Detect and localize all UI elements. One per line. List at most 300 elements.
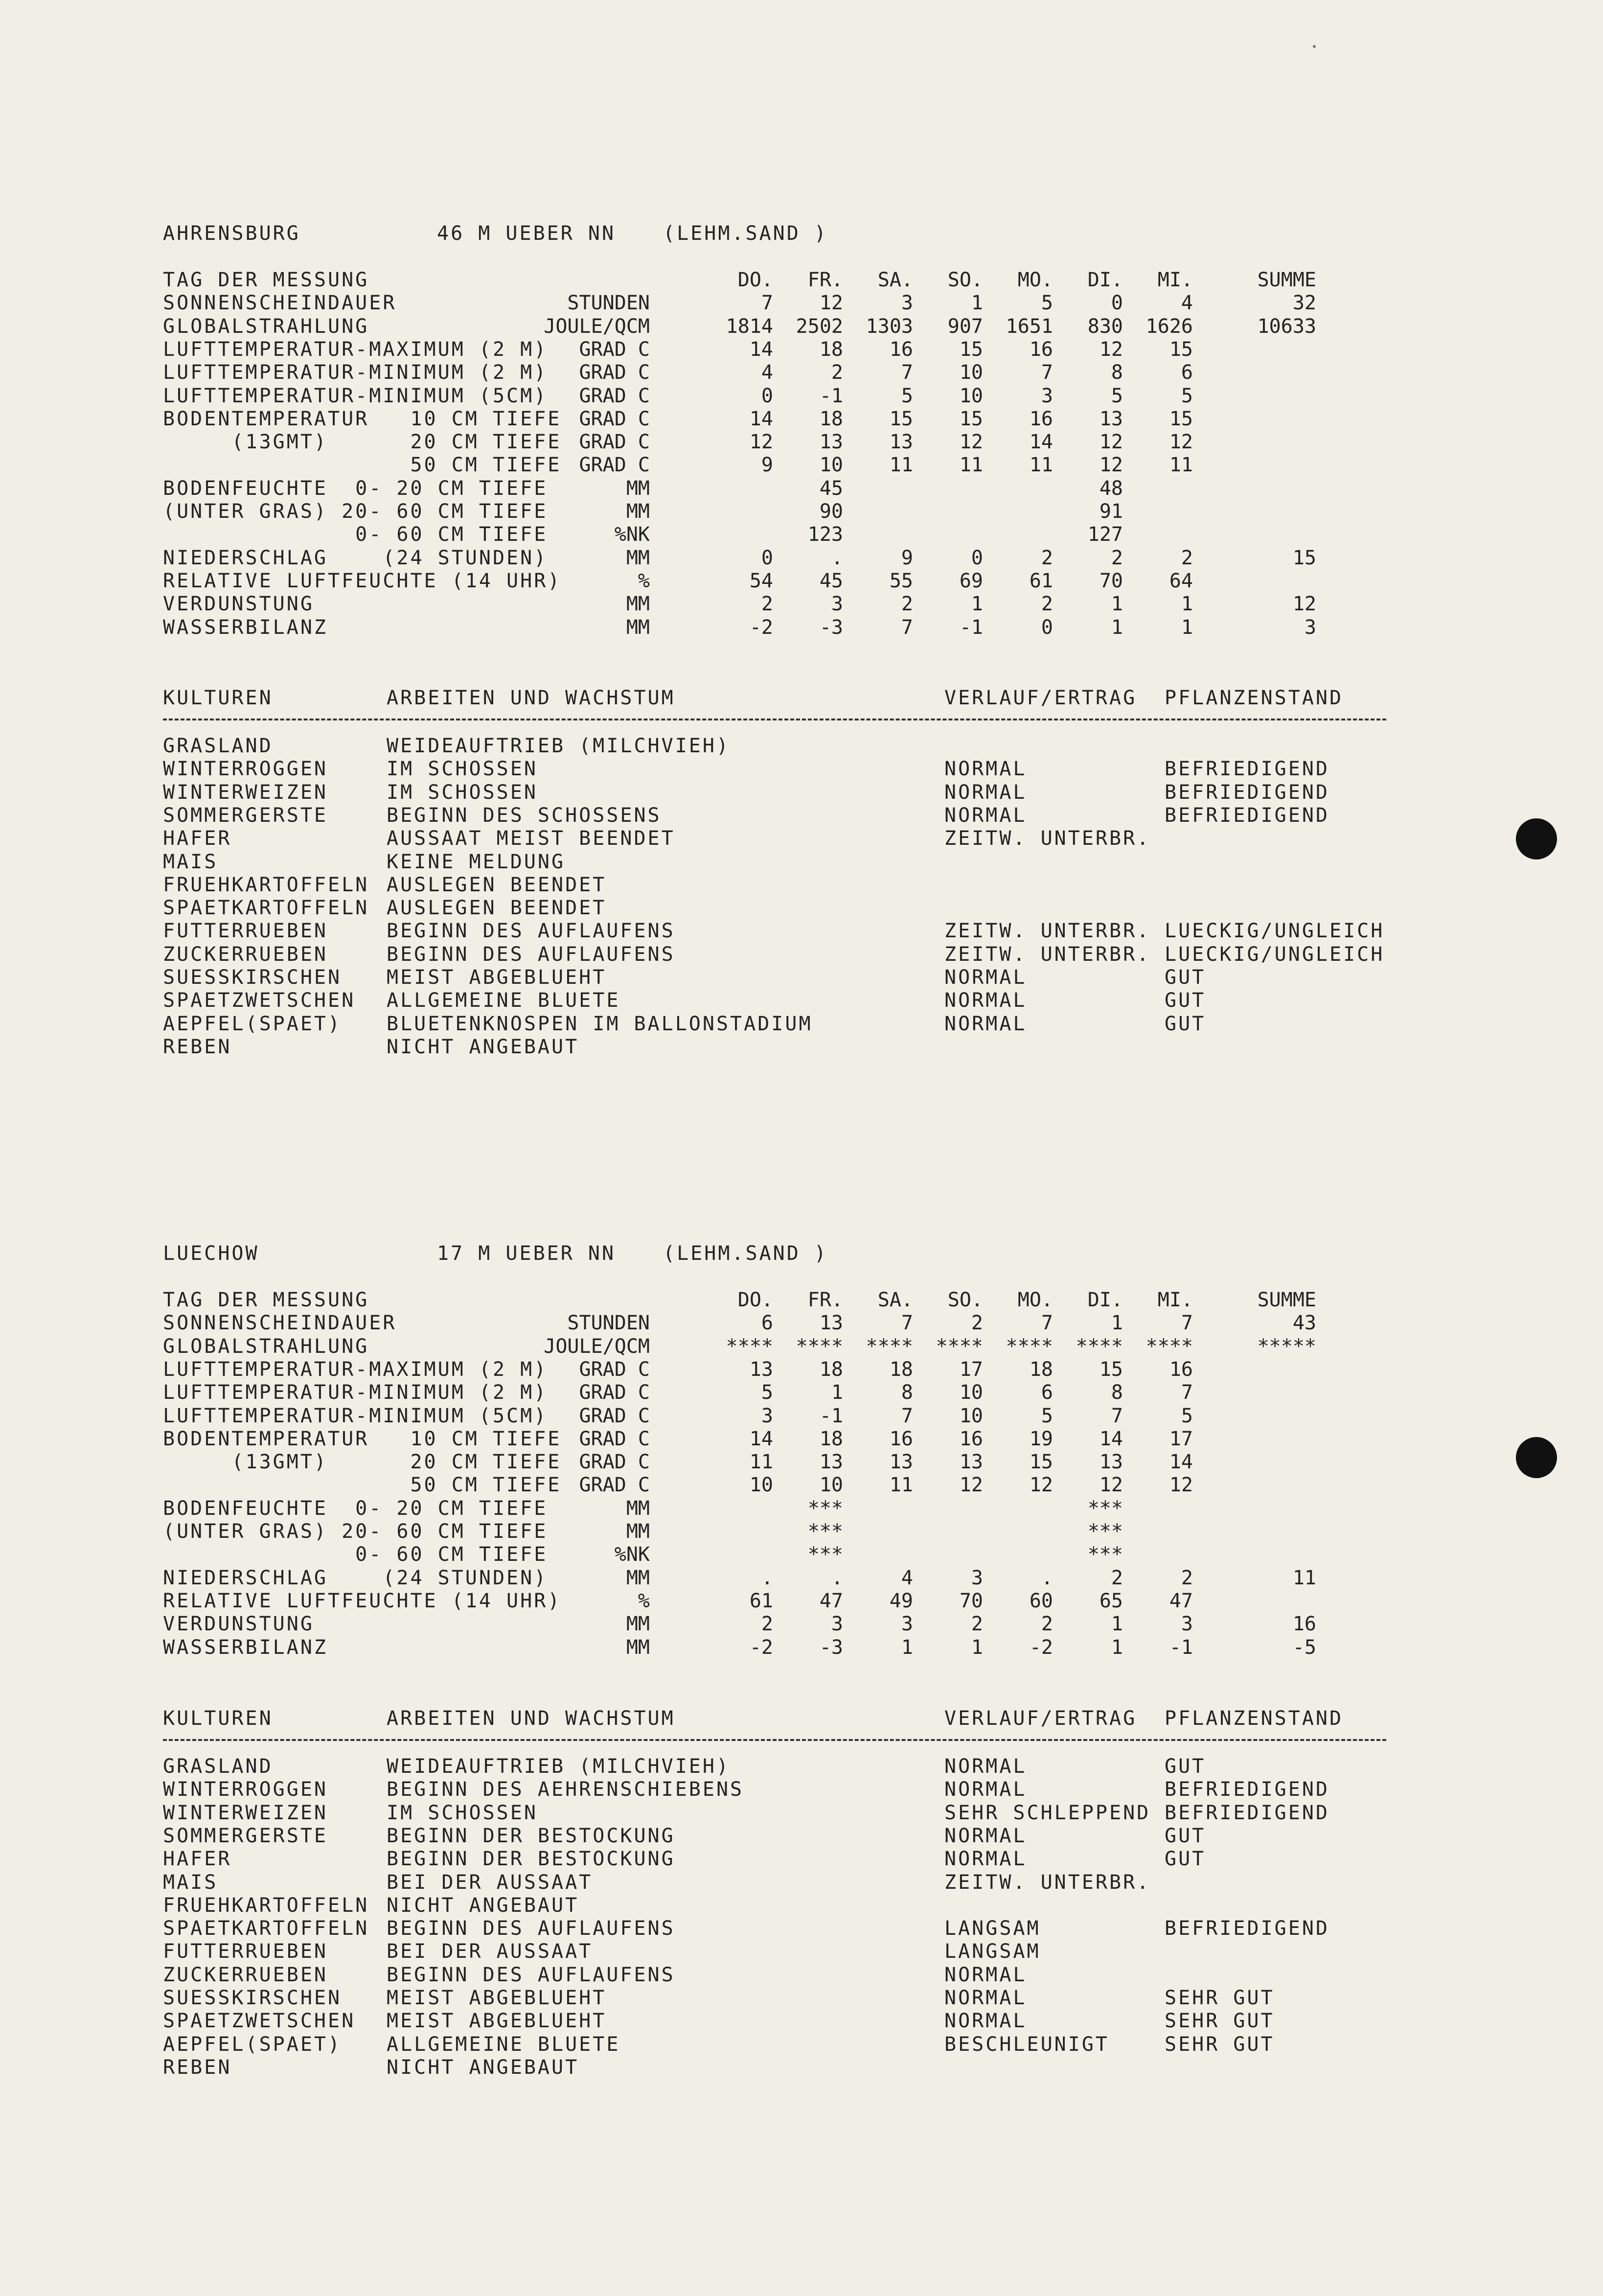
table-cell: 0: [971, 546, 983, 569]
table-cell: 16: [959, 1427, 983, 1450]
row-unit: %NK: [614, 1543, 650, 1566]
row-label: GLOBALSTRAHLUNG: [163, 1335, 369, 1358]
table-cell: 17: [1169, 1427, 1193, 1450]
table-cell: 45: [819, 477, 843, 500]
crop-state: BEFRIEDIGEND: [1165, 1778, 1329, 1801]
row-unit: JOULE/QCM: [544, 315, 650, 338]
row-unit: MM: [626, 593, 650, 616]
row-unit: JOULE/QCM: [544, 1335, 650, 1358]
crop-name: SPAETKARTOFFELN: [163, 897, 369, 920]
crop-progress: NORMAL: [944, 989, 1027, 1012]
crop-progress: NORMAL: [944, 1778, 1027, 1801]
crop-progress: NORMAL: [944, 1824, 1027, 1847]
table-cell: ****: [726, 1335, 773, 1358]
table-cell: 14: [749, 1427, 773, 1450]
table-cell: 18: [819, 407, 843, 430]
table-cell: 13: [819, 1451, 843, 1474]
table-cell: 3: [901, 292, 913, 315]
table-cell: 14: [1169, 1451, 1193, 1474]
crop-progress: NORMAL: [944, 781, 1027, 804]
table-cell: 1: [1111, 1312, 1123, 1335]
row-label: WASSERBILANZ: [163, 616, 328, 639]
table-cell: .: [1041, 1566, 1053, 1589]
row-label: LUFTTEMPERATUR-MINIMUM (2 M): [163, 1381, 548, 1404]
table-cell: 13: [749, 1358, 773, 1381]
table-cell: 11: [889, 1474, 913, 1497]
crops-header-work: ARBEITEN UND WACHSTUM: [387, 1707, 675, 1730]
table-cell: ***: [807, 1497, 843, 1520]
table-cell: 60: [1029, 1589, 1053, 1612]
table-cell: 13: [1099, 1451, 1123, 1474]
table-cell: -1: [959, 616, 983, 639]
table-cell: 10: [749, 1474, 773, 1497]
table-cell: 18: [819, 1427, 843, 1450]
crops-header-state: PFLANZENSTAND: [1165, 687, 1344, 709]
row-sum: 12: [1292, 593, 1316, 616]
crop-name: FUTTERRUEBEN: [163, 920, 328, 943]
table-cell: 3: [831, 1613, 843, 1636]
table-cell: 7: [1181, 1312, 1193, 1335]
row-label: VERDUNSTUNG: [163, 1613, 314, 1636]
table-cell: 14: [749, 407, 773, 430]
weekday-header: FR.: [807, 1289, 843, 1311]
table-cell: 2: [901, 593, 913, 616]
station-name: AHRENSBURG: [163, 222, 300, 245]
table-cell: -1: [819, 1404, 843, 1427]
crop-progress: ZEITW. UNTERBR.: [944, 943, 1151, 966]
table-cell: ****: [1076, 1335, 1123, 1358]
row-label: 0- 60 CM TIEFE: [163, 1543, 548, 1566]
table-cell: 10: [959, 1404, 983, 1427]
table-cell: -2: [1029, 1636, 1053, 1659]
crops-header-progress: VERLAUF/ERTRAG: [944, 1707, 1137, 1730]
row-sum: 3: [1304, 616, 1316, 639]
row-label: LUFTTEMPERATUR-MAXIMUM (2 M): [163, 338, 548, 361]
crop-progress: SEHR SCHLEPPEND: [944, 1801, 1151, 1824]
table-cell: 5: [1181, 1404, 1193, 1427]
table-cell: 64: [1169, 569, 1193, 592]
table-cell: 7: [761, 292, 773, 315]
table-cell: 0: [1041, 616, 1053, 639]
table-cell: -3: [819, 1636, 843, 1659]
crop-progress: NORMAL: [944, 966, 1027, 989]
table-cell: 48: [1099, 477, 1123, 500]
row-unit: GRAD C: [579, 1427, 650, 1450]
row-unit: STUNDEN: [567, 1312, 650, 1335]
table-cell: 127: [1087, 523, 1123, 546]
table-cell: 3: [831, 593, 843, 616]
table-cell: 2: [1181, 1566, 1193, 1589]
weekday-header: DO.: [737, 269, 773, 291]
table-cell: 15: [1099, 1358, 1123, 1381]
crops-header-crop: KULTUREN: [163, 687, 273, 709]
table-cell: 65: [1099, 1589, 1123, 1612]
table-cell: 0: [761, 384, 773, 407]
table-cell: 8: [1111, 1381, 1123, 1404]
crop-work: MEIST ABGEBLUEHT: [387, 2010, 607, 2033]
row-label: NIEDERSCHLAG (24 STUNDEN): [163, 1566, 548, 1589]
crop-name: SPAETKARTOFFELN: [163, 1917, 369, 1940]
table-cell: 61: [1029, 569, 1053, 592]
row-label: (UNTER GRAS) 20- 60 CM TIEFE: [163, 1520, 548, 1543]
row-unit: %: [638, 1589, 650, 1612]
crop-progress: ZEITW. UNTERBR.: [944, 920, 1151, 943]
row-label: 50 CM TIEFE: [163, 454, 562, 477]
crop-state: GUT: [1165, 989, 1206, 1012]
crop-state: SEHR GUT: [1165, 2010, 1275, 2033]
crop-progress: BESCHLEUNIGT: [944, 2033, 1109, 2056]
table-cell: 5: [761, 1381, 773, 1404]
table-cell: 12: [1099, 338, 1123, 361]
crop-name: WINTERROGGEN: [163, 758, 328, 781]
crop-state: BEFRIEDIGEND: [1165, 1801, 1329, 1824]
table-cell: 3: [1041, 384, 1053, 407]
row-label: LUFTTEMPERATUR-MINIMUM (5CM): [163, 384, 548, 407]
table-cell: ****: [796, 1335, 843, 1358]
table-cell: 3: [1181, 1613, 1193, 1636]
table-cell: 18: [819, 338, 843, 361]
table-cell: 12: [1169, 1474, 1193, 1497]
table-cell: 16: [889, 338, 913, 361]
station-name: LUECHOW: [163, 1242, 259, 1265]
table-cell: 11: [749, 1451, 773, 1474]
row-unit: MM: [626, 1520, 650, 1543]
table-cell: 4: [761, 361, 773, 384]
row-label: BODENFEUCHTE 0- 20 CM TIEFE: [163, 477, 548, 500]
table-cell: 2: [761, 593, 773, 616]
table-cell: 8: [1111, 361, 1123, 384]
table-cell: 15: [1029, 1451, 1053, 1474]
table-cell: ***: [1087, 1497, 1123, 1520]
table-cell: 7: [1181, 1381, 1193, 1404]
table-cell: 2: [761, 1613, 773, 1636]
table-cell: 49: [889, 1589, 913, 1612]
table-cell: 12: [1099, 454, 1123, 477]
table-cell: 9: [901, 546, 913, 569]
row-label: BODENTEMPERATUR 10 CM TIEFE: [163, 1427, 562, 1450]
crop-state: BEFRIEDIGEND: [1165, 804, 1329, 827]
crop-work: BLUETENKNOSPEN IM BALLONSTADIUM: [387, 1012, 813, 1035]
table-cell: 13: [889, 431, 913, 454]
crop-name: GRASLAND: [163, 735, 273, 757]
table-cell: 0: [761, 546, 773, 569]
table-cell: 14: [1099, 1427, 1123, 1450]
crop-work: IM SCHOSSEN: [387, 1801, 538, 1824]
crop-work: IM SCHOSSEN: [387, 781, 538, 804]
table-cell: 14: [1029, 431, 1053, 454]
crop-work: BEGINN DES AUFLAUFENS: [387, 943, 675, 966]
sum-header: SUMME: [1257, 269, 1316, 291]
table-cell: 70: [1099, 569, 1123, 592]
table-cell: 18: [819, 1358, 843, 1381]
table-cell: 1: [1181, 593, 1193, 616]
table-cell: 10: [959, 1381, 983, 1404]
table-cell: 47: [819, 1589, 843, 1612]
table-cell: 70: [959, 1589, 983, 1612]
table-cell: 2: [971, 1312, 983, 1335]
table-cell: 2: [1181, 546, 1193, 569]
crop-work: NICHT ANGEBAUT: [387, 1894, 579, 1917]
table-cell: 1626: [1145, 315, 1193, 338]
row-sum: *****: [1257, 1335, 1316, 1358]
weekday-header: DI.: [1087, 1289, 1123, 1311]
row-label: SONNENSCHEINDAUER: [163, 1312, 397, 1335]
table-cell: 1: [1111, 593, 1123, 616]
table-cell: 12: [959, 1474, 983, 1497]
table-cell: 3: [901, 1613, 913, 1636]
crop-progress: NORMAL: [944, 758, 1027, 781]
crop-work: MEIST ABGEBLUEHT: [387, 966, 607, 989]
table-cell: 2: [971, 1613, 983, 1636]
table-cell: 1651: [1006, 315, 1053, 338]
table-cell: 10: [819, 1474, 843, 1497]
table-cell: 1: [1111, 1613, 1123, 1636]
table-cell: 2: [1041, 546, 1053, 569]
crop-name: FRUEHKARTOFFELN: [163, 873, 369, 896]
crops-header-work: ARBEITEN UND WACHSTUM: [387, 687, 675, 709]
crop-state: GUT: [1165, 1848, 1206, 1871]
table-cell: 2: [1111, 546, 1123, 569]
crop-name: SUESSKIRSCHEN: [163, 1987, 342, 2009]
row-sum: 16: [1292, 1613, 1316, 1636]
punch-hole: [1516, 1437, 1557, 1478]
table-cell: 15: [1169, 407, 1193, 430]
table-cell: 14: [749, 338, 773, 361]
table-cell: 1: [971, 593, 983, 616]
table-cell: 11: [959, 454, 983, 477]
paper-speck: [1313, 45, 1316, 48]
table-cell: 1303: [866, 315, 913, 338]
crop-name: SOMMERGERSTE: [163, 1824, 328, 1847]
row-unit: GRAD C: [579, 454, 650, 477]
row-sum: -5: [1292, 1636, 1316, 1659]
table-cell: 10: [959, 384, 983, 407]
table-cell: 123: [807, 523, 843, 546]
table-cell: .: [831, 1566, 843, 1589]
table-cell: 3: [971, 1566, 983, 1589]
table-cell: 7: [901, 1404, 913, 1427]
row-sum: 10633: [1257, 315, 1316, 338]
weekday-header: SO.: [947, 1289, 983, 1311]
crop-progress: LANGSAM: [944, 1940, 1041, 1963]
weekday-header: DO.: [737, 1289, 773, 1311]
row-label: LUFTTEMPERATUR-MINIMUM (2 M): [163, 361, 548, 384]
crop-work: BEGINN DES SCHOSSENS: [387, 804, 662, 827]
weekday-header: MO.: [1017, 1289, 1053, 1311]
row-label: (UNTER GRAS) 20- 60 CM TIEFE: [163, 500, 548, 523]
table-cell: 1: [971, 292, 983, 315]
table-cell: 1: [1111, 616, 1123, 639]
crop-state: GUT: [1165, 1824, 1206, 1847]
row-label: (13GMT) 20 CM TIEFE: [163, 431, 562, 454]
table-cell: 7: [901, 1312, 913, 1335]
table-cell: 12: [1099, 431, 1123, 454]
dashed-separator: [163, 719, 1386, 720]
crops-header-state: PFLANZENSTAND: [1165, 1707, 1344, 1730]
crop-state: SEHR GUT: [1165, 2033, 1275, 2056]
crop-state: GUT: [1165, 966, 1206, 989]
crop-work: AUSSAAT MEIST BEENDET: [387, 827, 675, 850]
crop-progress: NORMAL: [944, 804, 1027, 827]
table-cell: 830: [1087, 315, 1123, 338]
crop-name: SPAETZWETSCHEN: [163, 989, 356, 1012]
crop-progress: NORMAL: [944, 1012, 1027, 1035]
table-cell: 4: [901, 1566, 913, 1589]
crops-header-progress: VERLAUF/ERTRAG: [944, 687, 1137, 709]
table-cell: 2: [1041, 1613, 1053, 1636]
row-unit: MM: [626, 1497, 650, 1520]
row-label: RELATIVE LUFTFEUCHTE (14 UHR): [163, 569, 562, 592]
table-cell: 11: [1029, 454, 1053, 477]
crop-state: SEHR GUT: [1165, 1987, 1275, 2009]
table-cell: 9: [761, 454, 773, 477]
crop-name: ZUCKERRUEBEN: [163, 943, 328, 966]
table-cell: 7: [1111, 1404, 1123, 1427]
crop-progress: ZEITW. UNTERBR.: [944, 827, 1151, 850]
crop-name: REBEN: [163, 2056, 232, 2079]
table-cell: ***: [807, 1520, 843, 1543]
table-cell: 10: [819, 454, 843, 477]
row-label: BODENFEUCHTE 0- 20 CM TIEFE: [163, 1497, 548, 1520]
table-cell: 15: [889, 407, 913, 430]
measurement-day-label: TAG DER MESSUNG: [163, 1289, 369, 1311]
table-cell: 6: [761, 1312, 773, 1335]
table-cell: 1: [1111, 1636, 1123, 1659]
row-unit: MM: [626, 546, 650, 569]
table-cell: 17: [959, 1358, 983, 1381]
measurement-day-label: TAG DER MESSUNG: [163, 269, 369, 291]
row-unit: MM: [626, 1566, 650, 1589]
punch-hole: [1516, 818, 1557, 859]
crop-work: ALLGEMEINE BLUETE: [387, 989, 620, 1012]
row-unit: GRAD C: [579, 1404, 650, 1427]
table-cell: 6: [1041, 1381, 1053, 1404]
table-cell: -1: [819, 384, 843, 407]
table-cell: 15: [1169, 338, 1193, 361]
row-unit: GRAD C: [579, 384, 650, 407]
table-cell: ***: [807, 1543, 843, 1566]
row-label: LUFTTEMPERATUR-MINIMUM (5CM): [163, 1404, 548, 1427]
table-cell: 15: [959, 407, 983, 430]
crop-name: HAFER: [163, 1848, 232, 1871]
table-cell: ***: [1087, 1520, 1123, 1543]
table-cell: 13: [1099, 407, 1123, 430]
table-cell: 2: [831, 361, 843, 384]
crop-name: REBEN: [163, 1035, 232, 1058]
row-label: GLOBALSTRAHLUNG: [163, 315, 369, 338]
table-cell: 0: [1111, 292, 1123, 315]
crop-work: MEIST ABGEBLUEHT: [387, 1987, 607, 2009]
table-cell: 15: [959, 338, 983, 361]
crop-work: BEGINN DER BESTOCKUNG: [387, 1848, 675, 1871]
table-cell: 11: [889, 454, 913, 477]
row-sum: 43: [1292, 1312, 1316, 1335]
weekday-header: SA.: [877, 269, 913, 291]
table-cell: 2: [1111, 1566, 1123, 1589]
table-cell: 7: [901, 361, 913, 384]
crop-work: KEINE MELDUNG: [387, 850, 566, 873]
table-cell: 90: [819, 500, 843, 523]
crop-work: IM SCHOSSEN: [387, 758, 538, 781]
table-cell: 907: [947, 315, 983, 338]
row-sum: 15: [1292, 546, 1316, 569]
table-cell: ****: [1006, 1335, 1053, 1358]
table-cell: 12: [819, 292, 843, 315]
row-label: LUFTTEMPERATUR-MAXIMUM (2 M): [163, 1358, 548, 1381]
table-cell: 5: [1041, 292, 1053, 315]
table-cell: 47: [1169, 1589, 1193, 1612]
row-unit: MM: [626, 616, 650, 639]
table-cell: 7: [1041, 1312, 1053, 1335]
table-cell: 2: [1041, 593, 1053, 616]
table-cell: 12: [749, 431, 773, 454]
crop-work: BEGINN DES AUFLAUFENS: [387, 920, 675, 943]
table-cell: 8: [901, 1381, 913, 1404]
table-cell: 12: [1029, 1474, 1053, 1497]
table-cell: 6: [1181, 361, 1193, 384]
table-cell: 69: [959, 569, 983, 592]
table-cell: -2: [749, 616, 773, 639]
crop-state: BEFRIEDIGEND: [1165, 1917, 1329, 1940]
crops-header-crop: KULTUREN: [163, 1707, 273, 1730]
weekday-header: MI.: [1157, 269, 1193, 291]
crop-name: WINTERWEIZEN: [163, 781, 328, 804]
row-unit: GRAD C: [579, 338, 650, 361]
crop-work: ALLGEMEINE BLUETE: [387, 2033, 620, 2056]
crop-work: BEGINN DES AUFLAUFENS: [387, 1917, 675, 1940]
table-cell: 16: [1029, 407, 1053, 430]
crop-name: ZUCKERRUEBEN: [163, 1963, 328, 1986]
crop-progress: NORMAL: [944, 1963, 1027, 1986]
crop-progress: NORMAL: [944, 1755, 1027, 1778]
row-label: RELATIVE LUFTFEUCHTE (14 UHR): [163, 1589, 562, 1612]
table-cell: 16: [889, 1427, 913, 1450]
row-unit: MM: [626, 500, 650, 523]
table-cell: 1814: [726, 315, 773, 338]
table-cell: 3: [761, 1404, 773, 1427]
crop-name: AEPFEL(SPAET): [163, 2033, 342, 2056]
crop-work: BEI DER AUSSAAT: [387, 1871, 593, 1894]
row-unit: %: [638, 569, 650, 592]
row-label: 0- 60 CM TIEFE: [163, 523, 548, 546]
crop-name: MAIS: [163, 850, 218, 873]
table-cell: 7: [1041, 361, 1053, 384]
row-label: (13GMT) 20 CM TIEFE: [163, 1451, 562, 1474]
table-cell: .: [831, 546, 843, 569]
table-cell: 4: [1181, 292, 1193, 315]
row-unit: GRAD C: [579, 1451, 650, 1474]
table-cell: 1: [1181, 616, 1193, 639]
crop-name: SUESSKIRSCHEN: [163, 966, 342, 989]
station-soil: (LEHM.SAND ): [663, 222, 828, 245]
row-label: 50 CM TIEFE: [163, 1474, 562, 1497]
crop-work: AUSLEGEN BEENDET: [387, 897, 607, 920]
crop-progress: ZEITW. UNTERBR.: [944, 1871, 1151, 1894]
sum-header: SUMME: [1257, 1289, 1316, 1311]
table-cell: 1: [831, 1381, 843, 1404]
crop-name: WINTERROGGEN: [163, 1778, 328, 1801]
row-unit: GRAD C: [579, 1381, 650, 1404]
table-cell: 45: [819, 569, 843, 592]
table-cell: ***: [1087, 1543, 1123, 1566]
table-cell: 5: [901, 384, 913, 407]
row-unit: GRAD C: [579, 1474, 650, 1497]
table-cell: 13: [819, 1312, 843, 1335]
table-cell: 11: [1169, 454, 1193, 477]
crop-work: BEGINN DES AEHRENSCHIEBENS: [387, 1778, 744, 1801]
table-cell: 18: [889, 1358, 913, 1381]
table-cell: 10: [959, 361, 983, 384]
